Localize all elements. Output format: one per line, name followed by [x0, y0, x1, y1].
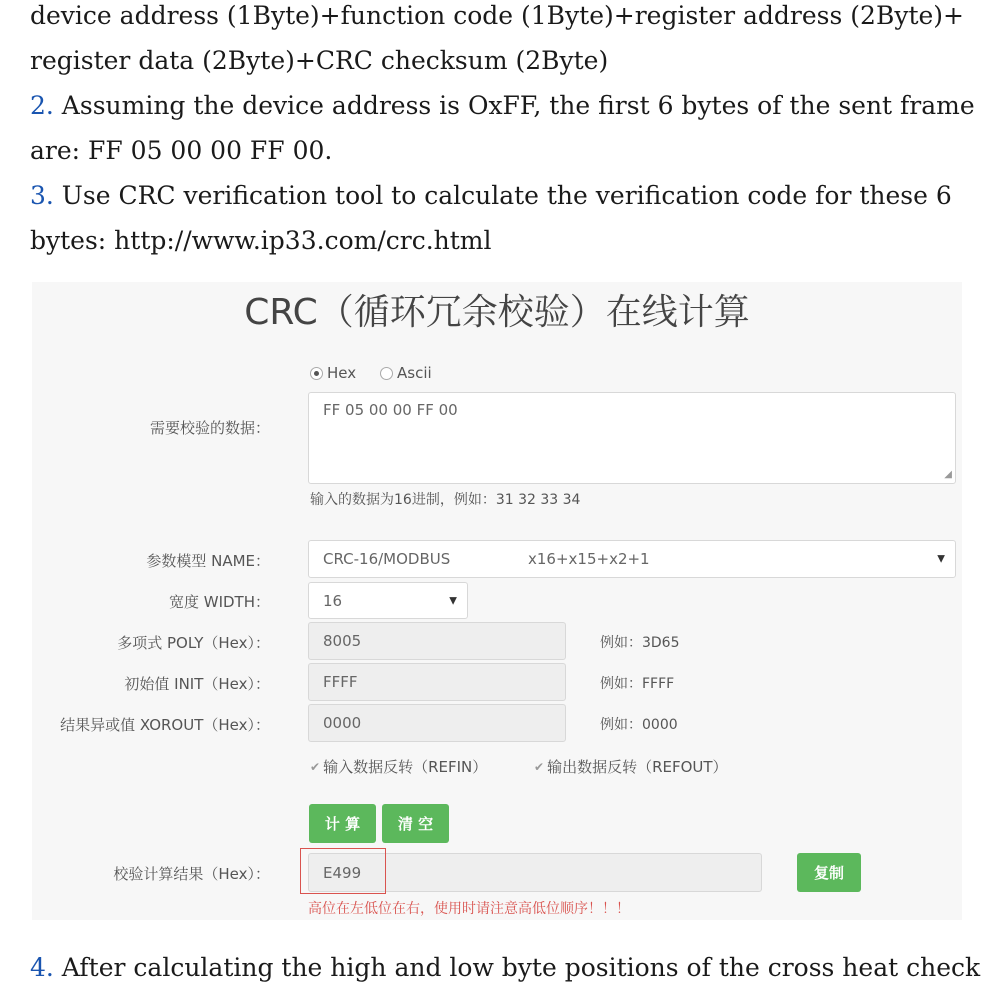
intro-line-2: register data (2Byte)+CRC checksum (2Byte): [30, 46, 609, 75]
chevron-down-icon: ▼: [449, 595, 457, 606]
step-4-line-1: After calculating the high and low byte positions of the cross heat check: [53, 953, 981, 982]
model-select[interactable]: [308, 540, 956, 578]
data-hint: 输入的数据为16进制，例如：31 32 33 34: [310, 492, 581, 508]
step-3-line-2: bytes: http://www.ip33.com/crc.html: [30, 226, 492, 255]
chevron-down-icon: ▼: [937, 553, 945, 565]
step-2-line-2: are: FF 05 00 00 FF 00.: [30, 136, 333, 165]
step-3-paragraph: [30, 173, 980, 263]
init-value: FFFF: [323, 673, 358, 691]
radio-ascii[interactable]: [380, 364, 432, 382]
intro-paragraph: [30, 0, 980, 83]
model-name: CRC-16/MODBUS: [323, 550, 451, 568]
xorout-value: 0000: [323, 714, 362, 732]
xorout-example: 例如：0000: [600, 717, 678, 733]
copy-button[interactable]: 复制: [797, 853, 861, 892]
refout-label: 输出数据反转（REFOUT）: [547, 758, 728, 776]
resize-handle-icon[interactable]: ◢: [944, 469, 952, 480]
init-input[interactable]: [308, 663, 566, 701]
radio-unselected-icon: [380, 367, 393, 380]
data-textarea[interactable]: [308, 392, 956, 484]
width-select[interactable]: [308, 582, 468, 619]
model-poly: x16+x15+x2+1: [528, 550, 650, 568]
result-value: E499: [323, 863, 362, 882]
result-warning: 高位在左低位在右，使用时请注意高低位顺序！！！: [308, 901, 630, 917]
init-example: 例如：FFFF: [600, 676, 675, 692]
radio-hex-label: Hex: [327, 364, 357, 382]
step-2-number: 2.: [30, 91, 54, 120]
refin-label: 输入数据反转（REFIN）: [323, 758, 488, 776]
step-2-paragraph: [30, 83, 980, 173]
poly-value: 8005: [323, 632, 362, 650]
result-highlight-box: [300, 848, 386, 894]
data-textarea-value: FF 05 00 00 FF 00: [323, 401, 458, 419]
step-4-paragraph: [30, 945, 980, 990]
clear-button[interactable]: 清 空: [382, 804, 449, 843]
radio-hex[interactable]: [310, 364, 356, 382]
refout-checkbox[interactable]: [534, 756, 728, 777]
poly-label: 多项式 POLY（Hex）：: [117, 634, 270, 652]
checkmark-icon: ✔: [310, 759, 321, 774]
width-label: 宽度 WIDTH：: [168, 593, 270, 611]
crc-tool-screenshot: [32, 282, 962, 920]
intro-line-1: device address (1Byte)+function code (1Byte)+register address (2Byte)+: [30, 1, 964, 30]
step-2-line-1: Assuming the device address is OxFF, the first 6 bytes of the sent frame: [53, 91, 975, 120]
crc-tool-title: CRC（循环冗余校验）在线计算: [244, 292, 750, 333]
xorout-label: 结果异或值 XOROUT（Hex）：: [60, 716, 270, 734]
model-label: 参数模型 NAME：: [146, 552, 270, 570]
poly-example: 例如：3D65: [600, 635, 680, 651]
xorout-input[interactable]: [308, 704, 566, 742]
width-value: 16: [323, 591, 343, 610]
step-3-number: 3.: [30, 181, 54, 210]
calculate-button[interactable]: 计 算: [309, 804, 376, 843]
radio-selected-icon: [310, 367, 323, 380]
refin-checkbox[interactable]: [310, 756, 487, 777]
init-label: 初始值 INIT（Hex）：: [124, 675, 270, 693]
step-4-number: 4.: [30, 953, 54, 982]
radio-ascii-label: Ascii: [397, 364, 432, 382]
result-label: 校验计算结果（Hex）：: [113, 865, 270, 883]
poly-input[interactable]: [308, 622, 566, 660]
data-label: 需要校验的数据：: [149, 419, 270, 437]
checkmark-icon: ✔: [534, 759, 545, 774]
step-3-line-1: Use CRC verification tool to calculate the verification code for these 6: [53, 181, 952, 210]
